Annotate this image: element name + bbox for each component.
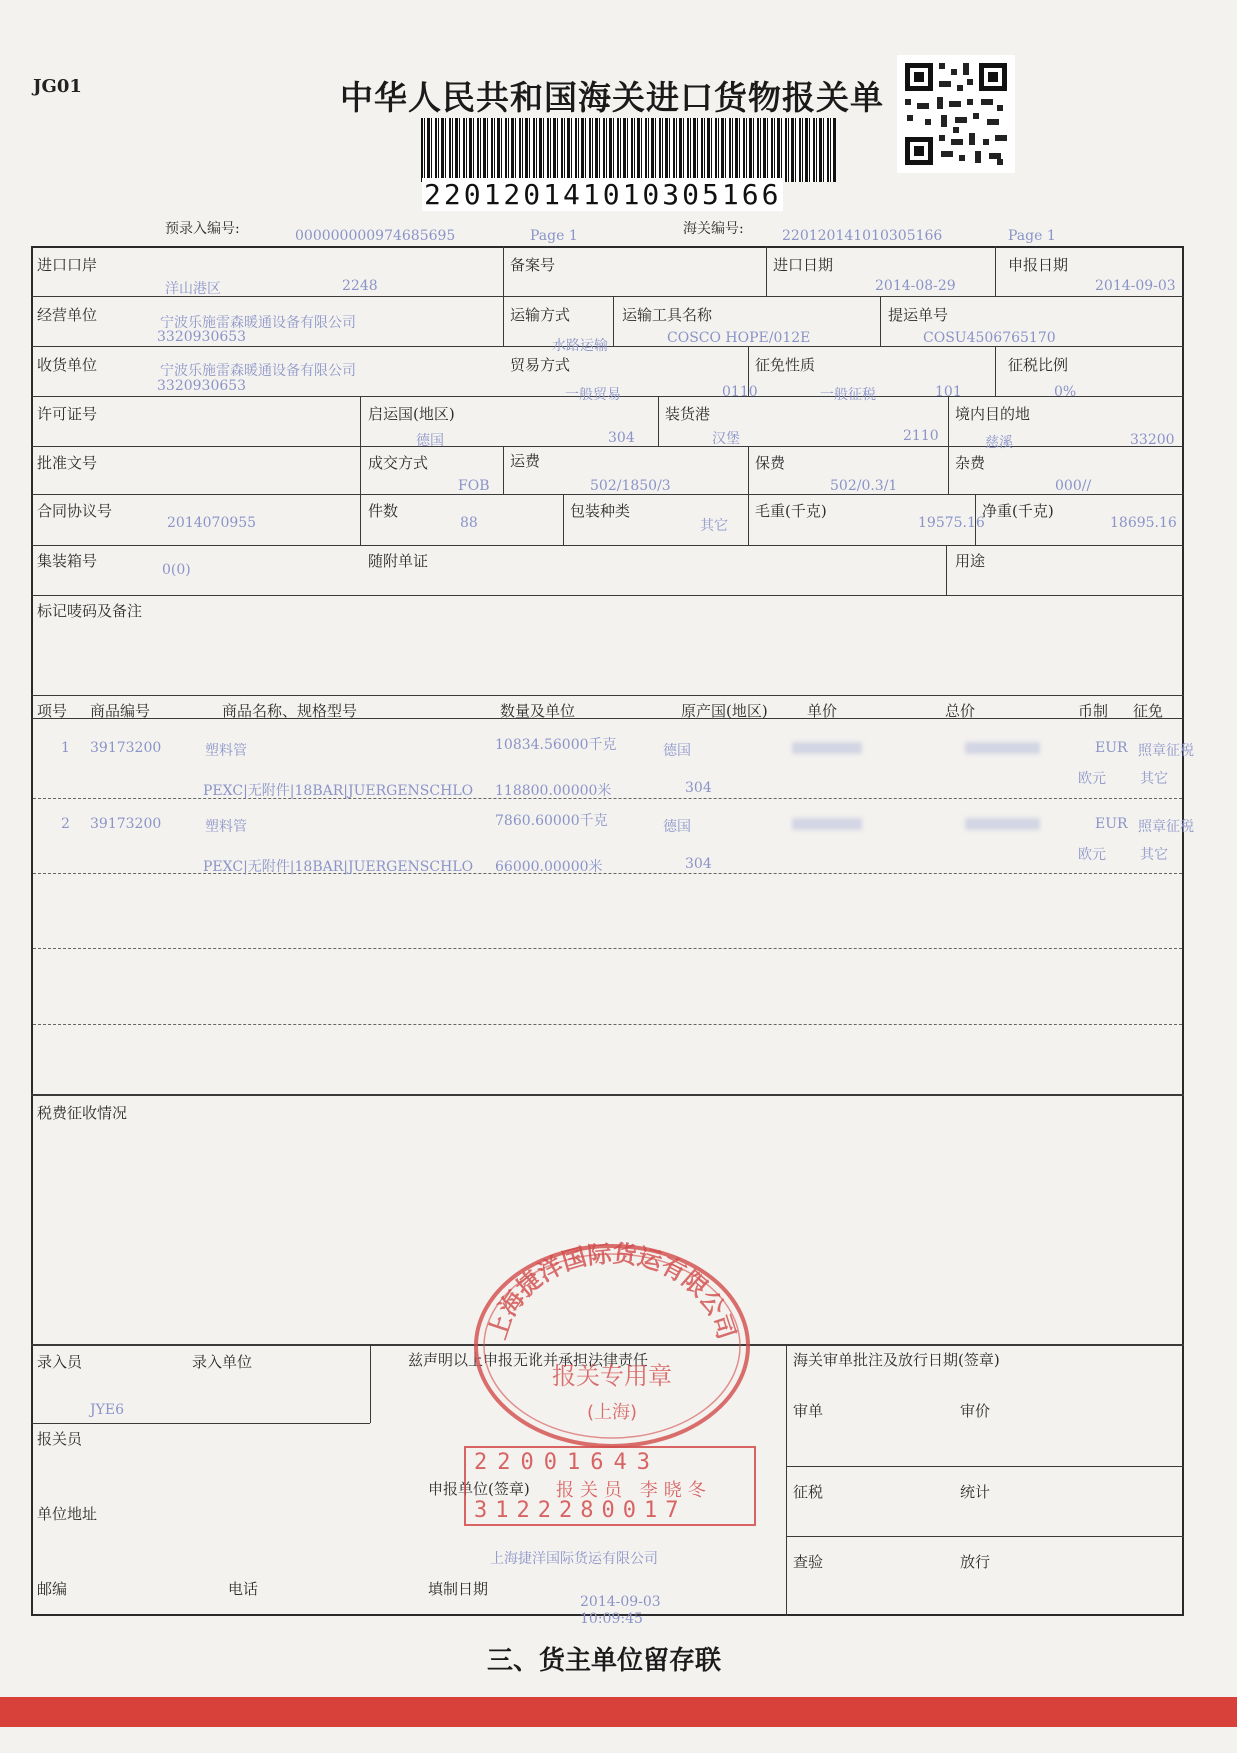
goods-1-price-redacted bbox=[792, 742, 862, 754]
customs-no-value: 220120141010305166 bbox=[782, 228, 943, 244]
col-total: 总价 bbox=[945, 702, 976, 720]
col-levy: 征免 bbox=[1133, 702, 1164, 720]
goods-2-currency: EUR bbox=[1095, 816, 1128, 832]
levy-nature-label: 征免性质 bbox=[755, 356, 816, 374]
goods-2-no: 2 bbox=[61, 816, 70, 832]
operator-code: 3320930653 bbox=[157, 329, 247, 345]
license-label: 许可证号 bbox=[37, 405, 98, 423]
goods-2-price-redacted bbox=[792, 818, 862, 830]
stat-label: 统计 bbox=[960, 1483, 991, 1501]
load-port: 汉堡 bbox=[712, 431, 740, 447]
col-code: 商品编号 bbox=[90, 702, 151, 720]
grid-line bbox=[946, 545, 947, 595]
origin-country: 德国 bbox=[416, 433, 444, 449]
goods-2-levy2: 其它 bbox=[1140, 847, 1168, 863]
clerk-value: JYE6 bbox=[90, 1402, 124, 1418]
grid-line bbox=[658, 396, 659, 446]
stamp-code-mid: 报关员 李晓冬 bbox=[556, 1480, 712, 1501]
grid-line bbox=[786, 1536, 1184, 1537]
levy-nature: 一般征税 bbox=[820, 387, 876, 403]
package: 其它 bbox=[700, 518, 728, 534]
grid-line bbox=[370, 1344, 371, 1423]
grid-line bbox=[31, 494, 1184, 495]
transport-mode: 水路运输 bbox=[552, 338, 608, 354]
declare-unit-name: 上海捷洋国际货运有限公司 bbox=[490, 1551, 658, 1567]
grid-line bbox=[613, 296, 614, 346]
package-label: 包装种类 bbox=[570, 502, 631, 520]
grid-line bbox=[786, 1466, 1184, 1467]
declare-unit-label: 申报单位(签章) bbox=[428, 1480, 530, 1498]
grid-line bbox=[766, 246, 767, 296]
pre-entry-value: 000000000974685695 bbox=[295, 228, 456, 244]
load-port-label: 装货港 bbox=[665, 405, 711, 423]
goods-2-qty2: 66000.00000米 bbox=[495, 859, 603, 875]
copy-designation: 三、货主单位留存联 bbox=[487, 1646, 722, 1676]
container: 0(0) bbox=[162, 562, 191, 578]
approval-label: 批准文号 bbox=[37, 454, 98, 472]
marks-label: 标记唛码及备注 bbox=[37, 602, 143, 620]
goods-2-name: 塑料管 bbox=[205, 819, 247, 835]
zip-label: 邮编 bbox=[37, 1580, 68, 1598]
goods-2-code: 39173200 bbox=[90, 816, 162, 832]
customs-seal-stamp bbox=[468, 1236, 756, 1448]
trade-mode-label: 贸易方式 bbox=[510, 356, 571, 374]
goods-1-currency-cn: 欧元 bbox=[1078, 771, 1106, 787]
contract-label: 合同协议号 bbox=[37, 502, 113, 520]
grid-line bbox=[948, 446, 949, 494]
page-number-b: Page 1 bbox=[1008, 228, 1056, 244]
goods-2-qty1: 7860.60000千克 bbox=[495, 813, 608, 829]
form-code: JG01 bbox=[33, 76, 82, 97]
goods-2-levy: 照章征税 bbox=[1138, 819, 1194, 835]
col-qty: 数量及单位 bbox=[500, 702, 576, 720]
port-code: 2248 bbox=[342, 278, 378, 294]
goods-2-currency-cn: 欧元 bbox=[1078, 847, 1106, 863]
grid-line bbox=[748, 446, 749, 494]
grid-line bbox=[563, 494, 564, 545]
tax-review-label: 征税 bbox=[793, 1483, 824, 1501]
grid-line bbox=[503, 446, 504, 494]
bol-label: 提运单号 bbox=[888, 306, 949, 324]
pieces-label: 件数 bbox=[368, 502, 399, 520]
goods-1-origin: 德国 bbox=[663, 743, 691, 759]
gross-label: 毛重(千克) bbox=[755, 502, 827, 520]
grid-line bbox=[31, 545, 1184, 546]
grid-line bbox=[995, 346, 996, 396]
page-number-a: Page 1 bbox=[530, 228, 578, 244]
usage-label: 用途 bbox=[955, 552, 986, 570]
clerk-unit-label: 录入单位 bbox=[192, 1353, 253, 1371]
declaration-text: 兹声明以上申报无讹并承担法律责任 bbox=[408, 1351, 649, 1369]
goods-1-no: 1 bbox=[61, 740, 70, 756]
grid-line bbox=[880, 296, 881, 346]
review-label: 审单 bbox=[793, 1402, 824, 1420]
transport-mode-label: 运输方式 bbox=[510, 306, 571, 324]
port-name: 洋山港区 bbox=[165, 281, 221, 297]
consignee-name: 宁波乐施雷森暖通设备有限公司 bbox=[160, 363, 356, 379]
bol: COSU4506765170 bbox=[923, 330, 1056, 346]
goods-dash bbox=[33, 948, 1182, 949]
pieces: 88 bbox=[460, 515, 478, 531]
tax-label: 税费征收情况 bbox=[37, 1104, 128, 1122]
consignee-label: 收货单位 bbox=[37, 356, 98, 374]
grid-line bbox=[503, 246, 504, 346]
insurance: 502/0.3/1 bbox=[830, 478, 898, 494]
misc-label: 杂费 bbox=[955, 454, 986, 472]
trade-mode: 一般贸易 bbox=[565, 387, 621, 403]
levy-ratio: 0% bbox=[1054, 384, 1077, 400]
stamp-company: 上海捷洋国际货运有限公司 bbox=[483, 1239, 741, 1343]
address-label: 单位地址 bbox=[37, 1505, 98, 1523]
fill-date-label: 填制日期 bbox=[428, 1580, 489, 1598]
phone-label: 电话 bbox=[228, 1580, 259, 1598]
freight: 502/1850/3 bbox=[590, 478, 671, 494]
grid-line bbox=[786, 1344, 787, 1616]
contract: 2014070955 bbox=[167, 515, 257, 531]
goods-1-code: 39173200 bbox=[90, 740, 162, 756]
fill-time: 10:09:45 bbox=[580, 1611, 643, 1627]
barcode bbox=[421, 118, 836, 182]
declare-date-label: 申报日期 bbox=[1008, 256, 1069, 274]
deal-mode-label: 成交方式 bbox=[368, 454, 429, 472]
goods-1-spec: PEXC|无附件|18BAR|JUERGENSCHLO bbox=[203, 783, 474, 799]
container-label: 集装箱号 bbox=[37, 552, 98, 570]
goods-1-total-redacted bbox=[965, 742, 1040, 754]
declare-date: 2014-09-03 bbox=[1095, 278, 1176, 294]
origin-country-label: 启运国(地区) bbox=[368, 405, 455, 423]
goods-2-total-redacted bbox=[965, 818, 1040, 830]
stamp-purpose: 报关专用章 bbox=[552, 1362, 672, 1390]
goods-1-levy2: 其它 bbox=[1140, 771, 1168, 787]
net-label: 净重(千克) bbox=[982, 502, 1054, 520]
consignee-code: 3320930653 bbox=[157, 378, 247, 394]
net: 18695.16 bbox=[1110, 515, 1177, 531]
red-bottom-band bbox=[0, 1697, 1237, 1727]
levy-code: 101 bbox=[935, 384, 962, 400]
insurance-label: 保费 bbox=[755, 454, 786, 472]
col-no: 项号 bbox=[37, 702, 68, 720]
grid-line bbox=[31, 695, 1184, 696]
levy-ratio-label: 征税比例 bbox=[1008, 356, 1069, 374]
col-currency: 币制 bbox=[1078, 702, 1109, 720]
broker-label: 报关员 bbox=[37, 1430, 83, 1448]
freight-label: 运费 bbox=[510, 452, 541, 470]
misc: 000// bbox=[1055, 478, 1092, 494]
goods-2-spec: PEXC|无附件|18BAR|JUERGENSCHLO bbox=[203, 859, 474, 875]
broker-code-stamp bbox=[464, 1446, 756, 1526]
grid-line bbox=[995, 246, 996, 296]
operator-name: 宁波乐施雷森暖通设备有限公司 bbox=[160, 315, 356, 331]
grid-line bbox=[31, 718, 1184, 719]
load-port-code: 2110 bbox=[903, 428, 939, 444]
qr-code bbox=[897, 55, 1015, 173]
vessel: COSCO HOPE/012E bbox=[667, 330, 811, 346]
stamp-region: (上海) bbox=[586, 1402, 638, 1423]
stamp-code-bottom: 3122280017 bbox=[474, 1498, 687, 1523]
dest-label: 境内目的地 bbox=[955, 405, 1031, 423]
grid-line bbox=[31, 1423, 370, 1424]
goods-1-origin-code: 304 bbox=[685, 780, 712, 796]
deal-mode: FOB bbox=[458, 478, 490, 494]
docs-label: 随附单证 bbox=[368, 552, 429, 570]
stamp-code-top: 22001643 bbox=[474, 1450, 660, 1475]
port-label: 进口口岸 bbox=[37, 256, 98, 274]
goods-dash bbox=[33, 1024, 1182, 1025]
goods-1-qty2: 118800.00000米 bbox=[495, 783, 612, 799]
trade-code: 0110 bbox=[722, 384, 758, 400]
filing-label: 备案号 bbox=[510, 256, 556, 274]
clerk-label: 录入员 bbox=[37, 1353, 83, 1371]
col-unit-price: 单价 bbox=[807, 702, 838, 720]
svg-text:上海捷洋国际货运有限公司 bbox=[483, 1239, 740, 1342]
origin-country-code: 304 bbox=[608, 430, 635, 446]
dest: 慈溪 bbox=[985, 435, 1013, 451]
goods-1-qty1: 10834.56000千克 bbox=[495, 737, 617, 753]
customs-no-label: 海关编号: bbox=[683, 221, 744, 237]
price-review-label: 审价 bbox=[960, 1402, 991, 1420]
dest-code: 33200 bbox=[1130, 432, 1175, 448]
page-title: 中华人民共和国海关进口货物报关单 bbox=[340, 78, 884, 117]
grid-line bbox=[360, 396, 361, 546]
operator-label: 经营单位 bbox=[37, 306, 98, 324]
gross: 19575.16 bbox=[918, 515, 985, 531]
goods-2-origin-code: 304 bbox=[685, 856, 712, 872]
import-date-label: 进口日期 bbox=[773, 256, 834, 274]
goods-2-origin: 德国 bbox=[663, 819, 691, 835]
col-origin: 原产国(地区) bbox=[681, 702, 768, 720]
goods-1-name: 塑料管 bbox=[205, 743, 247, 759]
import-date: 2014-08-29 bbox=[875, 278, 956, 294]
grid-line bbox=[948, 396, 949, 446]
fill-date: 2014-09-03 bbox=[580, 1594, 661, 1610]
grid-line bbox=[31, 1094, 1184, 1096]
grid-line bbox=[31, 595, 1184, 596]
goods-1-levy: 照章征税 bbox=[1138, 743, 1194, 759]
customs-note-label: 海关审单批注及放行日期(签章) bbox=[793, 1351, 1000, 1369]
vessel-label: 运输工具名称 bbox=[622, 306, 713, 324]
goods-1-currency: EUR bbox=[1095, 740, 1128, 756]
release-label: 放行 bbox=[960, 1553, 991, 1571]
barcode-number: 220120141010305166 bbox=[424, 178, 782, 211]
inspect-label: 查验 bbox=[793, 1553, 824, 1571]
pre-entry-label: 预录入编号: bbox=[165, 221, 240, 237]
grid-line bbox=[748, 494, 749, 545]
col-name: 商品名称、规格型号 bbox=[222, 702, 358, 720]
